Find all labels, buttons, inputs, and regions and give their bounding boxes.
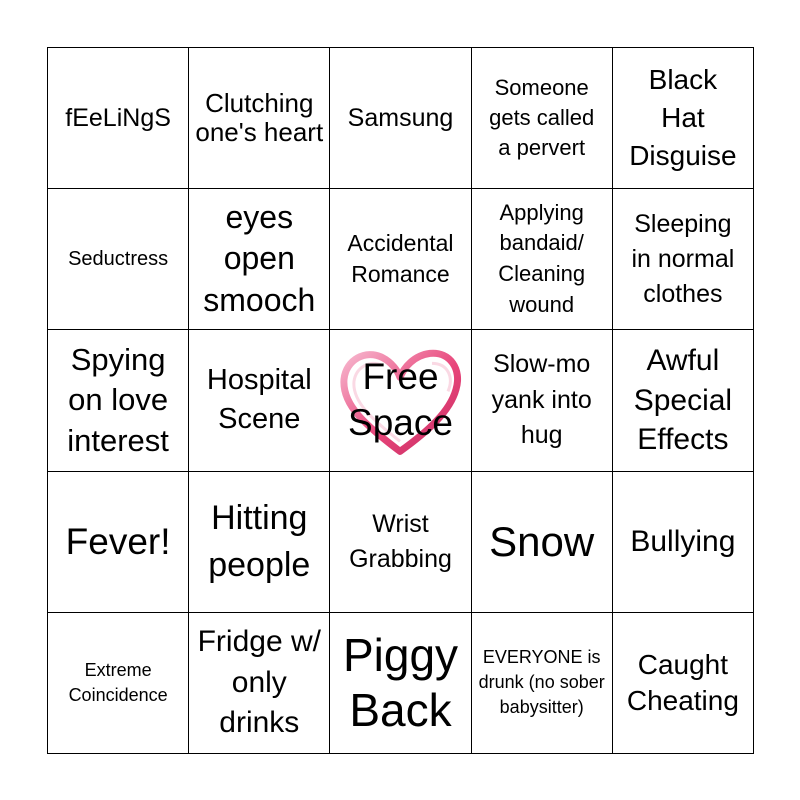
bingo-cell[interactable] bbox=[472, 189, 613, 330]
bingo-cell[interactable] bbox=[472, 48, 613, 189]
cell-label: Snow bbox=[489, 518, 595, 566]
bingo-cell[interactable] bbox=[48, 330, 189, 471]
cell-label: Hospital Scene bbox=[206, 364, 312, 436]
bingo-cell[interactable] bbox=[613, 330, 754, 471]
bingo-cell[interactable] bbox=[189, 472, 330, 613]
bingo-cell[interactable] bbox=[189, 330, 330, 471]
bingo-cell[interactable] bbox=[330, 613, 471, 754]
cell-label: Fever! bbox=[65, 520, 171, 562]
cell-label: Caught Cheating bbox=[626, 648, 739, 716]
cell-label: Samsung bbox=[347, 104, 454, 133]
bingo-cell[interactable] bbox=[613, 189, 754, 330]
free-space-cell[interactable] bbox=[330, 330, 471, 471]
cell-label: Someone gets called a pervert bbox=[489, 74, 595, 161]
cell-label: Extreme Coincidence bbox=[68, 660, 168, 705]
cell-label: Clutching one's heart bbox=[195, 87, 324, 148]
cell-label: Fridge w/ only drinks bbox=[197, 625, 321, 740]
cell-label: Black Hat Disguise bbox=[629, 64, 737, 171]
cell-label: Seductress bbox=[68, 248, 169, 271]
bingo-cell[interactable] bbox=[189, 189, 330, 330]
cell-label: eyes open smooch bbox=[203, 198, 316, 319]
cell-label: Piggy Back bbox=[342, 628, 459, 736]
bingo-cell[interactable] bbox=[330, 472, 471, 613]
cell-label: Awful Special Effects bbox=[633, 344, 733, 457]
cell-label: Hitting people bbox=[208, 498, 311, 584]
bingo-cell[interactable] bbox=[189, 48, 330, 189]
bingo-board bbox=[47, 47, 754, 754]
cell-label: fEeLiNgS bbox=[65, 104, 171, 133]
bingo-cell[interactable] bbox=[48, 472, 189, 613]
cell-label: Accidental Romance bbox=[347, 229, 454, 288]
cell-label: Applying bandaid/ Cleaning wound bbox=[498, 199, 586, 318]
bingo-cell[interactable] bbox=[48, 189, 189, 330]
bingo-cell[interactable] bbox=[48, 48, 189, 189]
bingo-cell[interactable] bbox=[472, 330, 613, 471]
bingo-cell[interactable] bbox=[613, 48, 754, 189]
bingo-cell[interactable] bbox=[330, 48, 471, 189]
cell-label: EVERYONE is drunk (no sober babysitter) bbox=[478, 647, 605, 718]
cell-label: Slow-mo yank into hug bbox=[491, 350, 592, 450]
bingo-cell[interactable] bbox=[189, 613, 330, 754]
bingo-cell[interactable] bbox=[613, 613, 754, 754]
cell-label: Spying on love interest bbox=[67, 342, 169, 458]
bingo-cell[interactable] bbox=[472, 613, 613, 754]
cell-label: Free Space bbox=[348, 356, 453, 444]
bingo-cell[interactable] bbox=[330, 189, 471, 330]
cell-label: Sleeping in normal clothes bbox=[631, 209, 735, 308]
cell-label: Wrist Grabbing bbox=[349, 510, 452, 573]
bingo-cell[interactable] bbox=[613, 472, 754, 613]
bingo-cell[interactable] bbox=[48, 613, 189, 754]
bingo-cell[interactable] bbox=[472, 472, 613, 613]
cell-label: Bullying bbox=[630, 524, 736, 558]
